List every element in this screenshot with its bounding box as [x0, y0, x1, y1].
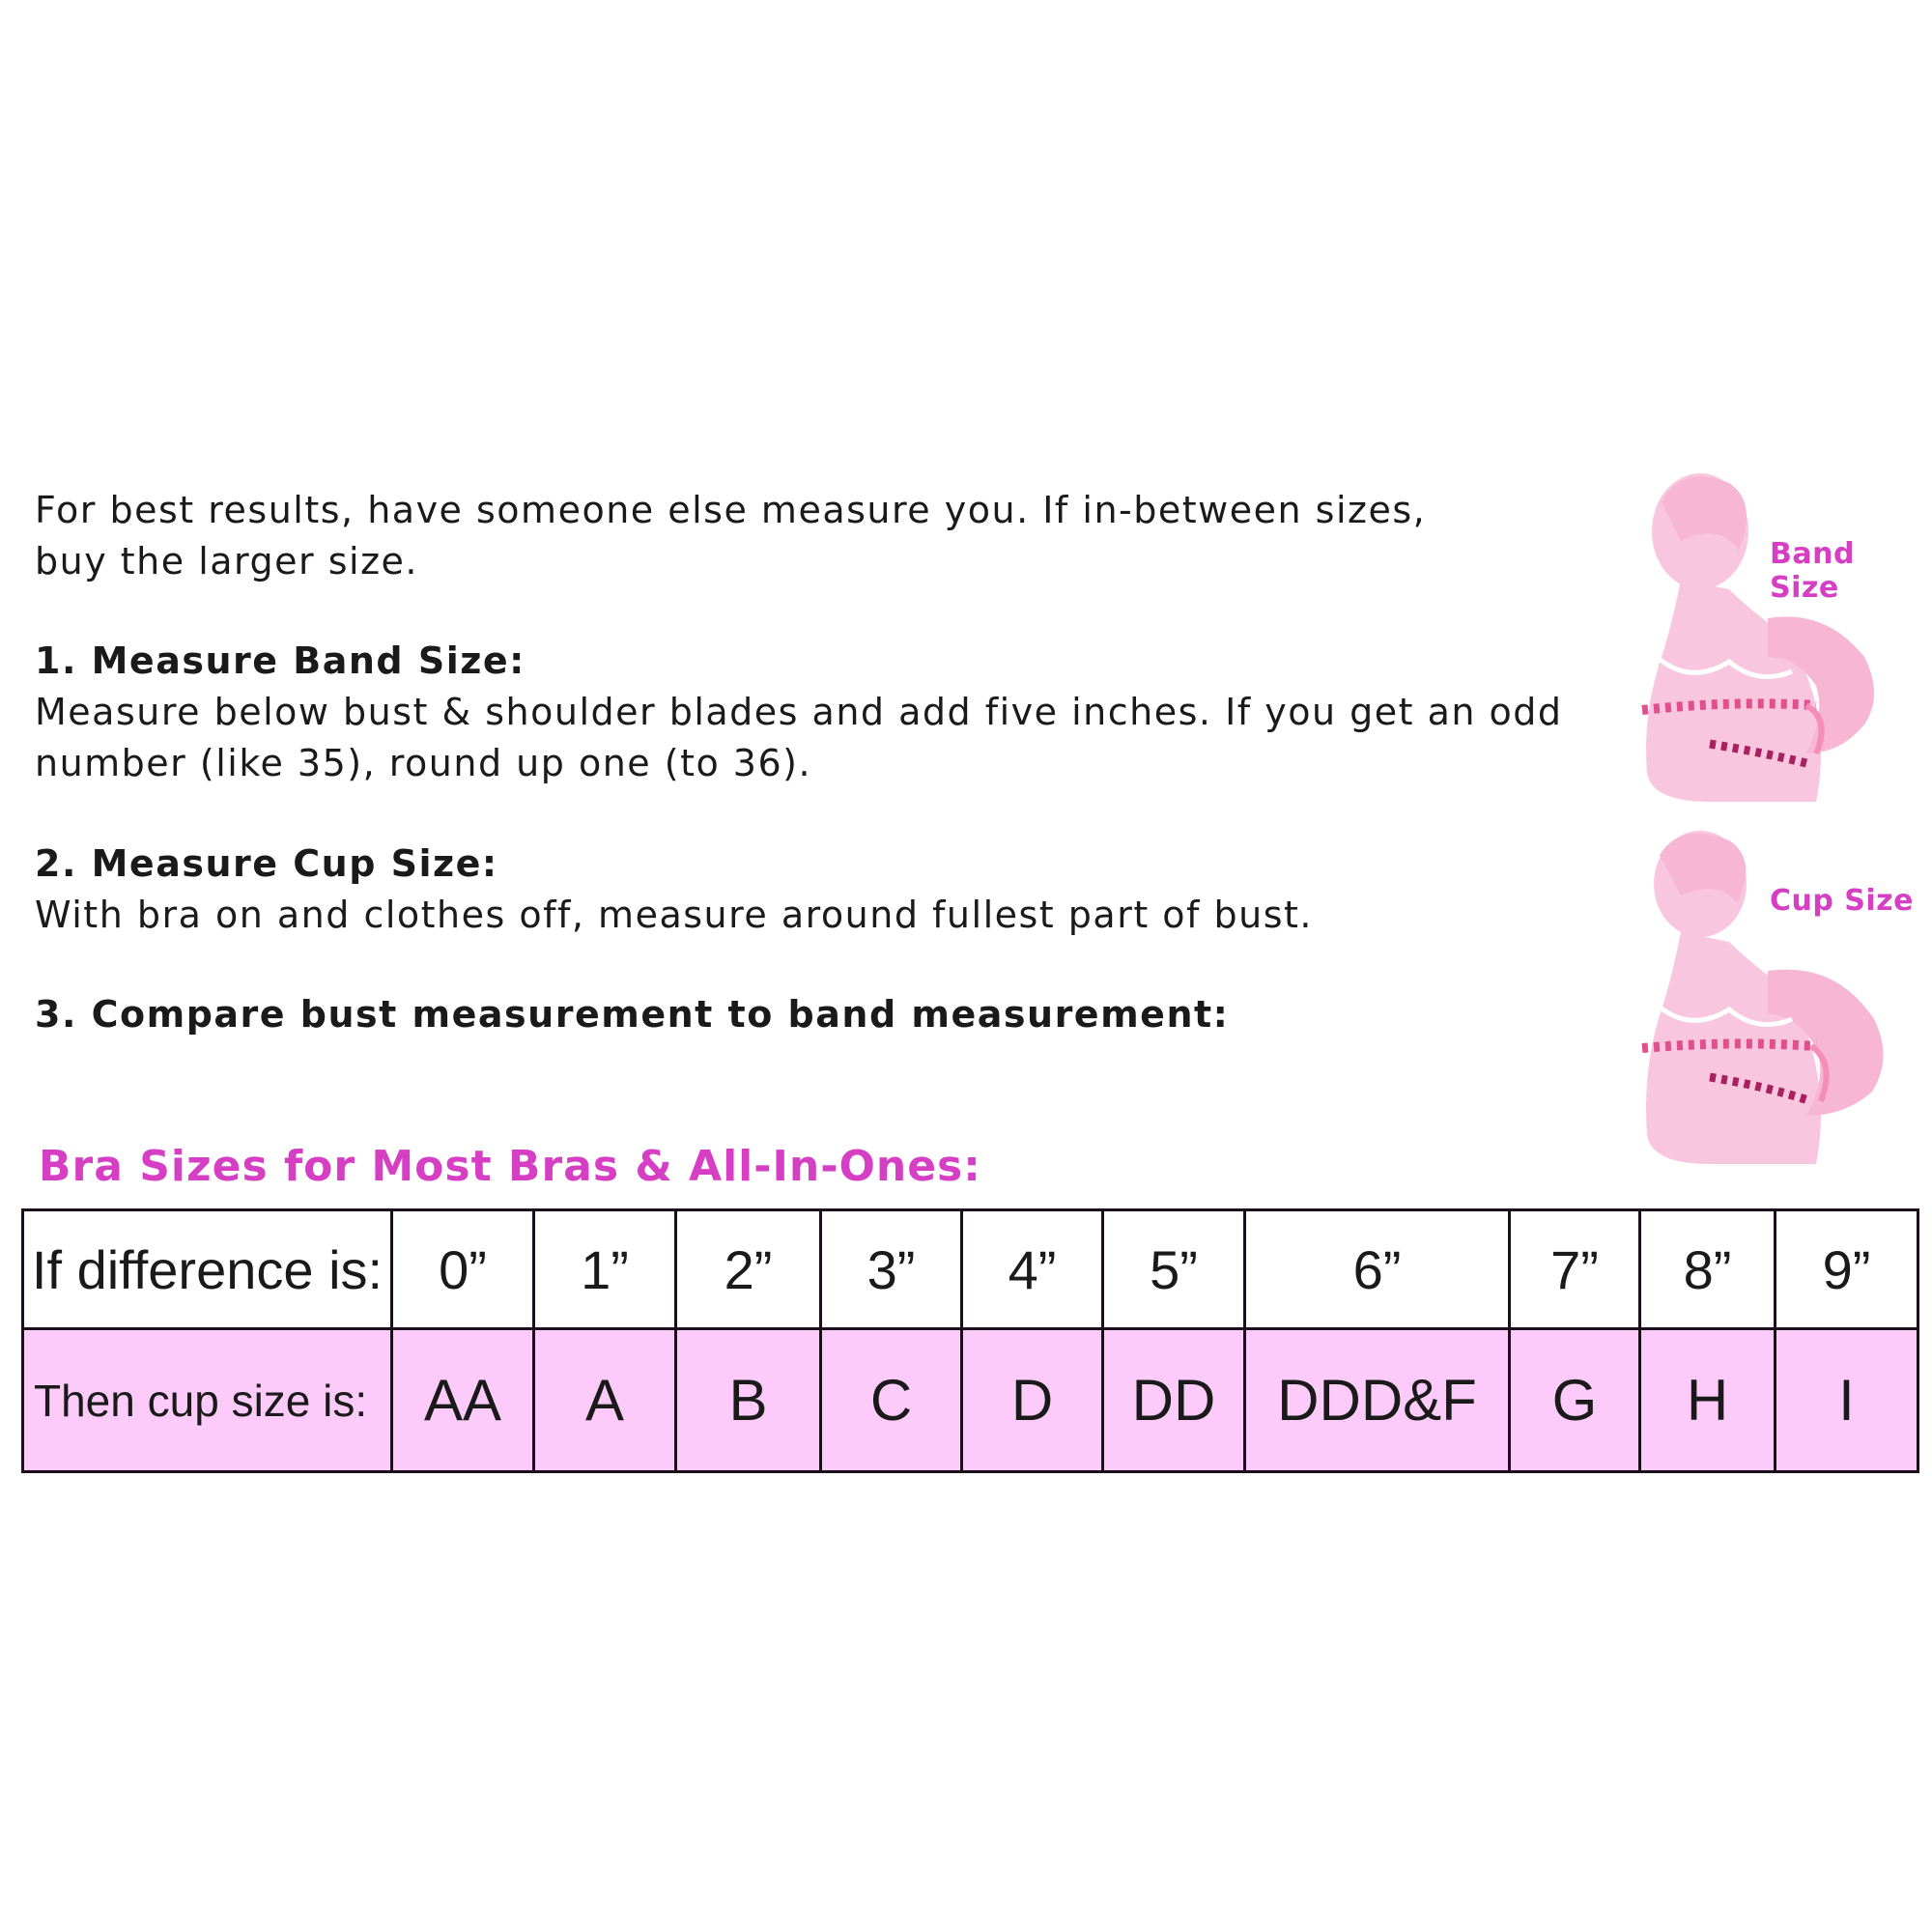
bra-size-table — [21, 1208, 1919, 1473]
cup-size-cell: I — [1776, 1329, 1918, 1472]
difference-row-label: If difference is: — [23, 1210, 392, 1329]
step-compare — [35, 989, 1600, 1040]
difference-cell: 2” — [676, 1210, 821, 1329]
intro-line-2: buy the larger size. — [35, 540, 418, 582]
difference-cell: 4” — [962, 1210, 1103, 1329]
cup-size-row-label: Then cup size is: — [23, 1329, 392, 1472]
difference-cell: 6” — [1245, 1210, 1510, 1329]
woman-silhouette-band-measure-icon — [1623, 464, 1932, 811]
table-title: Bra Sizes for Most Bras & All-In-Ones: — [39, 1142, 981, 1191]
cup-size-cell: B — [676, 1329, 821, 1472]
cup-size-cell: H — [1640, 1329, 1776, 1472]
step-2-heading: 2. Measure Cup Size: — [35, 842, 498, 885]
step-3-heading: 3. Compare bust measurement to band measurement: — [35, 993, 1230, 1036]
difference-cell: 5” — [1103, 1210, 1245, 1329]
band-size-figure — [1623, 464, 1932, 811]
cup-size-cell: DD — [1103, 1329, 1245, 1472]
cup-size-cell: G — [1510, 1329, 1640, 1472]
intro-line-1: For best results, have someone else measure you. If in-between sizes, — [35, 489, 1427, 531]
step-cup-size — [35, 838, 1600, 941]
band-size-label: Band Size — [1770, 537, 1855, 605]
difference-row — [23, 1210, 1918, 1329]
difference-cell: 3” — [821, 1210, 962, 1329]
cup-size-cell: C — [821, 1329, 962, 1472]
difference-cell: 0” — [392, 1210, 534, 1329]
step-2-line-1: With bra on and clothes off, measure around fullest part of bust. — [35, 894, 1313, 936]
difference-cell: 7” — [1510, 1210, 1640, 1329]
cup-size-cell: A — [534, 1329, 676, 1472]
step-1-line-2: number (like 35), round up one (to 36). — [35, 742, 812, 784]
cup-size-row — [23, 1329, 1918, 1472]
difference-cell: 1” — [534, 1210, 676, 1329]
cup-size-cell: DDD&F — [1245, 1329, 1510, 1472]
step-1-line-1: Measure below bust & shoulder blades and add five inches. If you get an odd — [35, 691, 1563, 733]
step-band-size — [35, 636, 1600, 789]
cup-size-cell: D — [962, 1329, 1103, 1472]
difference-cell: 8” — [1640, 1210, 1776, 1329]
cup-size-cell: AA — [392, 1329, 534, 1472]
cup-size-figure — [1623, 826, 1932, 1174]
woman-silhouette-cup-measure-icon — [1623, 826, 1932, 1174]
step-1-heading: 1. Measure Band Size: — [35, 639, 526, 682]
intro-text — [35, 485, 1580, 587]
difference-cell: 9” — [1776, 1210, 1918, 1329]
cup-size-label: Cup Size — [1770, 884, 1914, 918]
